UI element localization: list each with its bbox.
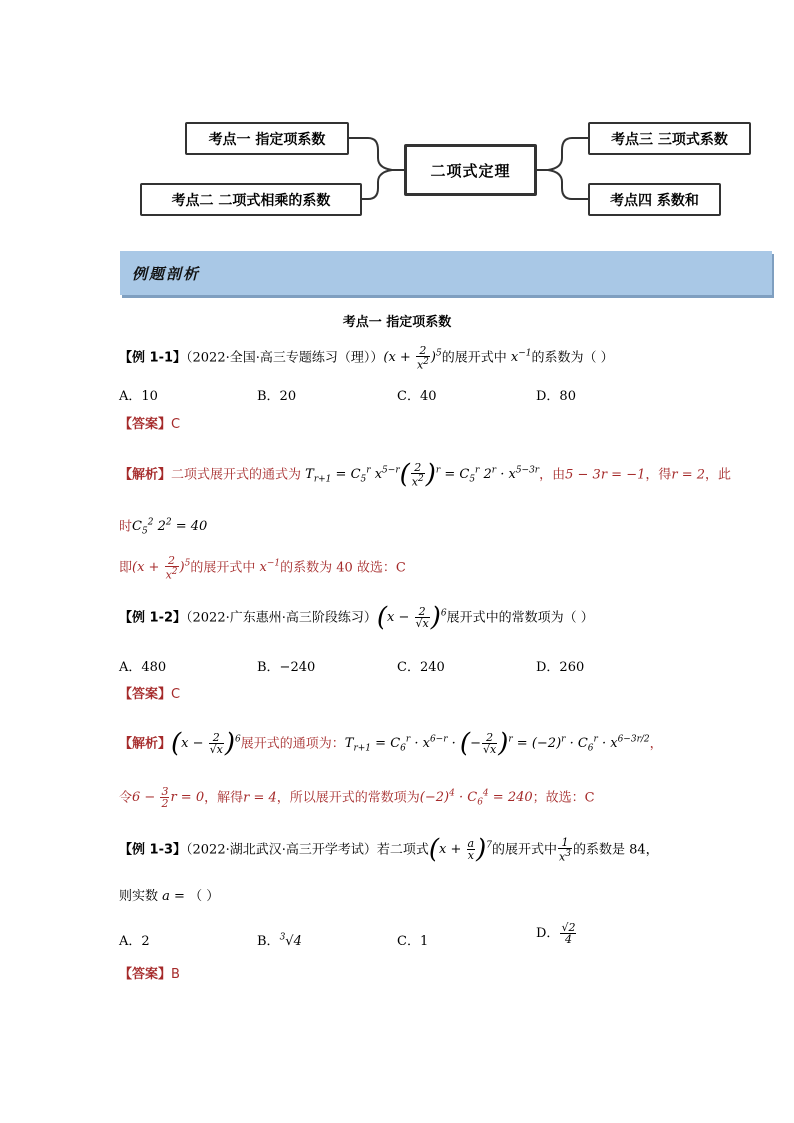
option-d: D． $\frac{√2}{4}$ — [536, 921, 576, 946]
example-1-2-answer: 【答案】C — [119, 687, 181, 702]
banner-title: 例题剖析 — [132, 265, 201, 283]
option-c: C．240 — [397, 660, 445, 675]
example-1-1-analysis-line3: 即(x + $\frac{2}{x^2}$ )$^5$的展开式中 $x^{-1}$的系数为 40 故选：C — [119, 554, 406, 582]
option-b: B．$^3$√4 — [257, 932, 302, 949]
option-a: A．2 — [119, 934, 150, 949]
option-d: D．260 — [536, 660, 585, 675]
section-title: 考点一 指定项系数 — [342, 315, 452, 330]
example-1-2-analysis: 【解析】(x − $\frac{2}{√x}$ )$^6$展开式的通项为：$T_{r+1} = C_6^r \cdot x^{6-r}$ · (− $\frac{2}{√x}$ )$^r = (-2)^r \cdot C_6^r \cdot x^{6-3r/2}$， — [119, 728, 663, 759]
example-1-2-question: 【例 1-2】（2022·广东惠州·高三阶段练习）(x − $\frac{2}{√x}$ )$^6$展开式中的常数项为（ ） — [119, 602, 594, 633]
mindmap-node-topic-1: 考点一 指定项系数 — [185, 122, 349, 155]
mindmap-node-topic-3: 考点三 三项式系数 — [588, 122, 751, 155]
example-source: （2022·广东惠州·高三阶段练习） — [186, 610, 377, 626]
mindmap-node-topic-2: 考点二 二项式相乘的系数 — [140, 183, 362, 216]
mindmap-center-node: 二项式定理 — [404, 144, 537, 196]
example-tag: 【例 1-3】 — [119, 842, 187, 858]
example-1-1-analysis: 【解析】二项式展开式的通式为 $T_{r+1} = C_5^r$ $x^{5-r}$( $\frac{2}{x^2}$ )$^r = C_5^r$ $2^r \cdot x^{5-3r}$，由5 − 3r = −1，得r = 2，此 — [119, 459, 732, 490]
example-1-3-question-line2: 则实数 a = （ ） — [119, 889, 220, 904]
example-1-1-analysis-line2: 时$C_5^2$ $2^2 = 40$ — [119, 518, 208, 537]
example-source: （2022·全国·高三专题练习（理）） — [186, 350, 384, 366]
option-b: B．−240 — [257, 660, 316, 675]
example-1-2-analysis-line2: 令6 − $\frac{3}{2}$ r = 0，解得r = 4，所以展开式的常数项为$(-2)^4 \cdot C_6^4 = 240$；故选：C — [119, 785, 595, 811]
mindmap-node-topic-4: 考点四 系数和 — [588, 183, 721, 216]
example-1-3-question: 【例 1-3】（2022·湖北武汉·高三开学考试）若二项式(x + $\frac{a}{x}$ )$^7$的展开式中 $\frac{1}{x^3}$ 的系数是 84， — [119, 834, 659, 865]
option-a: A．10 — [119, 389, 158, 404]
option-c: C．1 — [397, 934, 429, 949]
example-1-1-answer: 【答案】C — [119, 417, 181, 432]
example-source: （2022·湖北武汉·高三开学考试） — [186, 842, 377, 858]
option-d: D．80 — [536, 389, 576, 404]
option-c: C．40 — [397, 389, 437, 404]
example-1-3-answer: 【答案】B — [119, 967, 180, 982]
example-1-1-question: 【例 1-1】（2022·全国·高三专题练习（理））(x + $\frac{2}{x^2}$ )$^5$的展开式中 $x^{-1}$的系数为（ ） — [119, 344, 614, 372]
option-a: A．480 — [119, 660, 167, 675]
example-tag: 【例 1-1】 — [119, 350, 187, 366]
option-b: B．20 — [257, 389, 297, 404]
example-tag: 【例 1-2】 — [119, 610, 187, 626]
section-banner — [120, 251, 772, 295]
